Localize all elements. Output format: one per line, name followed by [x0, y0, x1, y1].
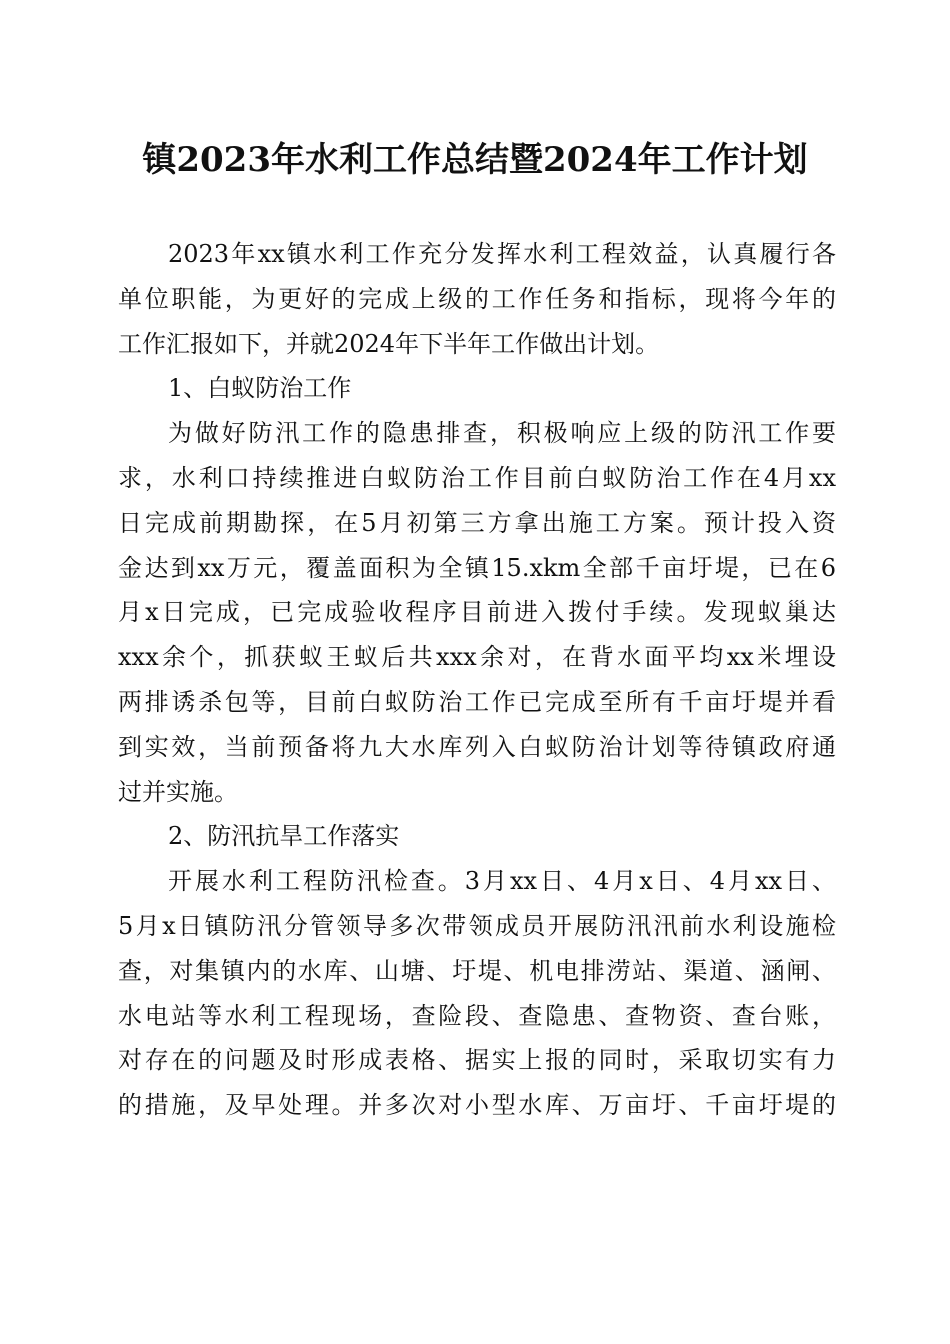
paragraph-line: 查，对集镇内的水库、山塘、圩堤、机电排涝站、渠道、涵闸、 — [118, 956, 836, 985]
paragraph-line: 2023年xx镇水利工作充分发挥水利工程效益，认真履行各 — [168, 240, 836, 268]
paragraph-line: 单位职能，为更好的完成上级的工作任务和指标，现将今年的 — [118, 284, 836, 313]
document-body — [118, 232, 836, 1128]
paragraph-line: 的措施，及早处理。并多次对小型水库、万亩圩、千亩圩堤的 — [118, 1091, 836, 1120]
paragraph-line: 5月x日镇防汛分管领导多次带领成员开展防汛汛前水利设施检 — [118, 911, 836, 940]
paragraph-line: xxx余个，抓获蚁王蚁后共xxx余对，在背水面平均xx米埋设 — [118, 643, 836, 672]
paragraph-line: 水电站等水利工程现场，查险段、查隐患、查物资、查台账， — [118, 1001, 836, 1030]
paragraph-line: 日完成前期勘探，在5月初第三方拿出施工方案。预计投入资 — [118, 508, 836, 537]
paragraph-line: 工作汇报如下，并就2024年下半年工作做出计划。 — [118, 329, 660, 358]
document-title: 镇2023年水利工作总结暨2024年工作计划 — [142, 140, 808, 180]
paragraph-line: 求，水利口持续推进白蚁防治工作目前白蚁防治工作在4月xx — [118, 463, 836, 492]
paragraph-line: 为做好防汛工作的隐患排查，积极响应上级的防汛工作要 — [168, 419, 836, 448]
paragraph-line: 两排诱杀包等，目前白蚁防治工作已完成至所有千亩圩堤并看 — [118, 687, 836, 716]
section-heading: 1、白蚁防治工作 — [168, 374, 352, 403]
paragraph-line: 到实效，当前预备将九大水库列入白蚁防治计划等待镇政府通 — [118, 732, 836, 761]
paragraph-line: 开展水利工程防汛检查。3月xx日、4月x日、4月xx日、 — [168, 867, 836, 896]
paragraph-line: 对存在的问题及时形成表格、据实上报的同时，采取切实有力 — [118, 1046, 836, 1075]
paragraph-line: 月x日完成，已完成验收程序目前进入拨付手续。发现蚁巢达 — [118, 598, 836, 627]
section-heading: 2、防汛抗旱工作落实 — [168, 822, 400, 851]
paragraph-line: 过并实施。 — [118, 777, 238, 806]
paragraph-line: 金达到xx万元，覆盖面积为全镇15.xkm全部千亩圩堤，已在6 — [118, 553, 836, 582]
